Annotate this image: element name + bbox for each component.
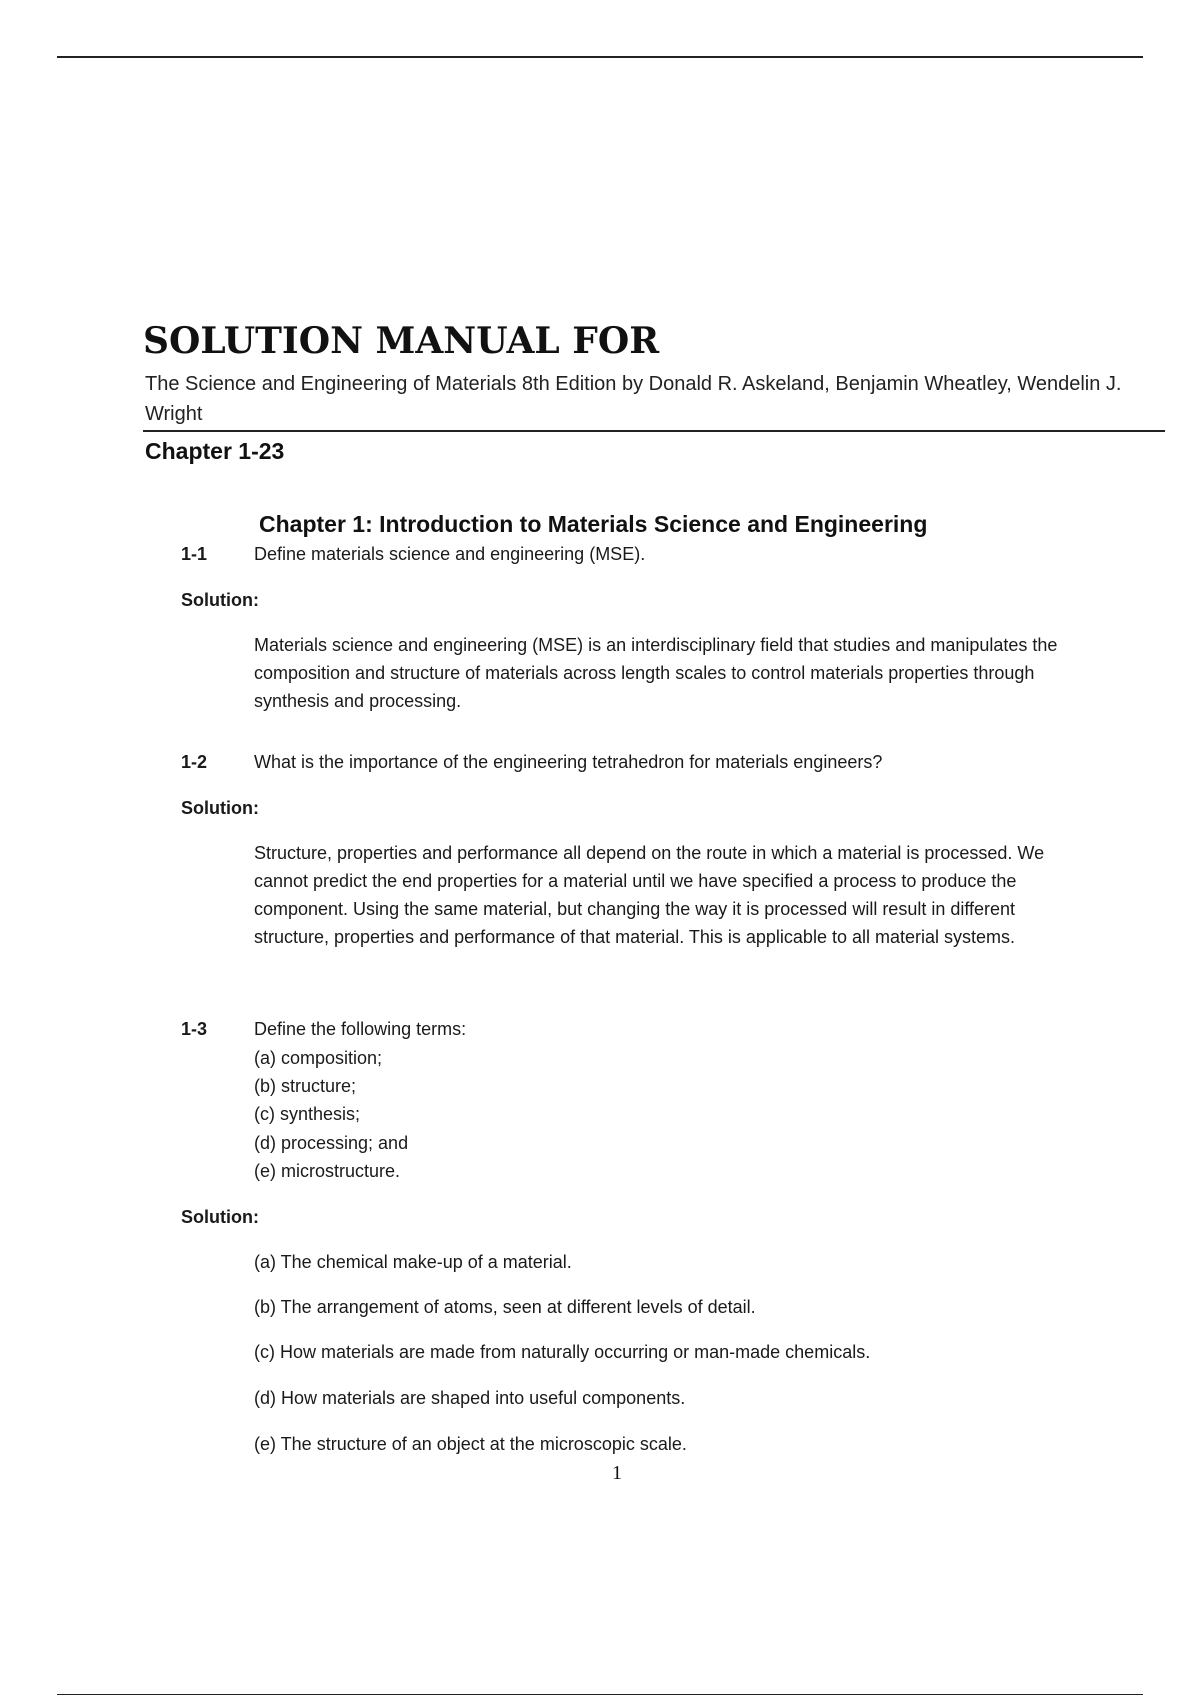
solution-text: Materials science and engineering (MSE) is an interdisciplinary field that studies and manipulates the composition and structure of materials across length scales to control materials properties through synthesis and processing.	[254, 635, 1058, 711]
answer-item: (b) The arrangement of atoms, seen at different levels of detail.	[254, 1297, 756, 1317]
book-subtitle: The Science and Engineering of Materials 8th Edition by Donald R. Askeland, Benjamin Wheatley, Wendelin J. Wright	[145, 373, 1122, 425]
solution-label: Solution:	[181, 590, 259, 610]
title-rule	[143, 430, 1165, 432]
solution-label: Solution:	[181, 798, 259, 818]
chapter-range: Chapter 1-23	[145, 438, 285, 464]
top-rule	[57, 56, 1143, 58]
question-number: 1-2	[181, 752, 208, 772]
question-text: Define the following terms:	[254, 1019, 467, 1039]
option-item: (a) composition;	[254, 1048, 383, 1068]
bottom-rule	[57, 1694, 1143, 1695]
page-number: 1	[612, 1462, 622, 1484]
answer-item: (c) How materials are made from naturally occurring or man-made chemicals.	[254, 1342, 871, 1362]
solution-text: Structure, properties and performance all depend on the route in which a material is processed. We cannot predict the end properties for a material until we have specified a process to produce the component. Using the same material, but changing the way it is processed will result in different structure, properties and performance of that material. This is applicable to all material systems.	[254, 843, 1045, 947]
option-item: (d) processing; and	[254, 1133, 409, 1153]
option-item: (e) microstructure.	[254, 1161, 401, 1181]
document-title: SOLUTION MANUAL FOR	[143, 320, 660, 362]
option-item: (c) synthesis;	[254, 1104, 361, 1124]
chapter-heading: Chapter 1: Introduction to Materials Science and Engineering	[259, 511, 928, 537]
answer-item: (d) How materials are shaped into useful components.	[254, 1388, 686, 1408]
answer-item: (a) The chemical make-up of a material.	[254, 1252, 572, 1272]
question-text: What is the importance of the engineering tetrahedron for materials engineers?	[254, 752, 883, 772]
question-number: 1-1	[181, 544, 208, 564]
question-number: 1-3	[181, 1019, 208, 1039]
solution-label: Solution:	[181, 1207, 259, 1227]
answer-item: (e) The structure of an object at the microscopic scale.	[254, 1434, 687, 1454]
option-item: (b) structure;	[254, 1076, 357, 1096]
question-text: Define materials science and engineering (MSE).	[254, 544, 646, 564]
